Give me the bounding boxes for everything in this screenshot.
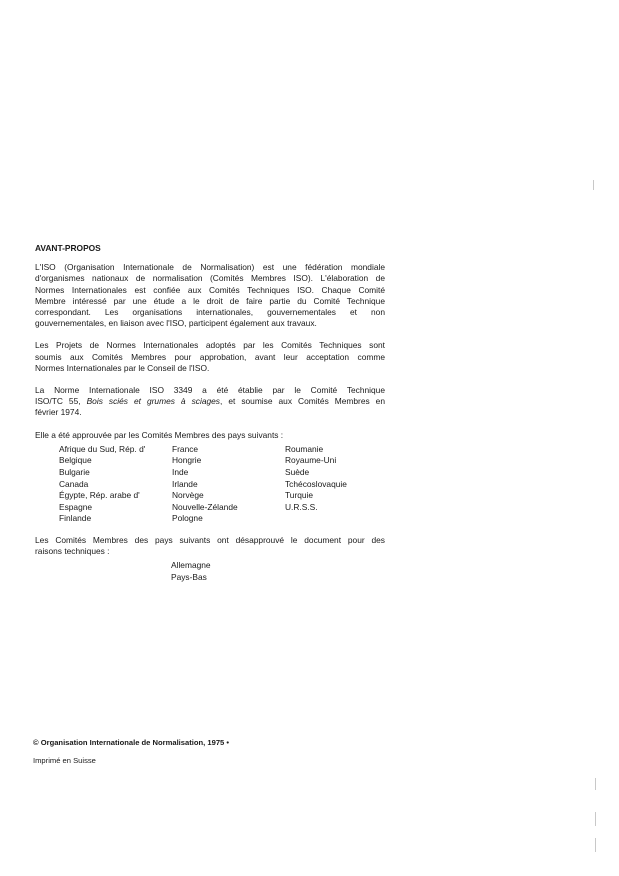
text-line: L'ISO (Organisation Internationale de Normalisation) est une fédération mondiale [35, 262, 385, 273]
country: Égypte, Rép. arabe d' [59, 490, 140, 501]
text-line: d'organismes nationaux de normalisation (Comités Membres ISO). L'élaboration de [35, 273, 385, 284]
country: Inde [172, 467, 189, 478]
country: Roumanie [285, 443, 324, 454]
scan-mark [595, 778, 596, 790]
country: Espagne [59, 501, 93, 512]
text-line: Normes Internationales par le Conseil de l'ISO. [35, 362, 210, 373]
foreword-heading: AVANT-PROPOS [35, 243, 101, 253]
country: Norvège [172, 490, 204, 501]
country: Irlande [172, 478, 198, 489]
country: Finlande [59, 513, 92, 524]
scan-mark [595, 812, 596, 826]
text-line: Les Projets de Normes Internationales adoptés par les Comités Techniques sont [35, 340, 385, 351]
country: Allemagne [171, 560, 211, 571]
country: France [172, 443, 199, 454]
scan-mark [593, 180, 594, 190]
page-footer [33, 738, 229, 766]
text-line: Membre intéressé par une étude a le droit de faire partie du Comité Technique [35, 295, 385, 306]
scan-mark [595, 838, 596, 852]
printed-in-notice: Imprimé en Suisse [33, 756, 96, 765]
copyright-notice: © Organisation Internationale de Normalisation, 1975 • [33, 738, 230, 747]
country: Afrique du Sud, Rép. d' [59, 443, 146, 454]
paragraph-approval-intro [35, 430, 385, 441]
text-line: raisons techniques : [35, 546, 110, 557]
text-line: soumis aux Comités Membres pour approbation, avant leur acceptation comme [35, 351, 385, 362]
approving-countries-list [59, 444, 385, 525]
text-line [35, 396, 385, 407]
committee-ref: ISO/TC 55, [35, 396, 87, 407]
country: U.R.S.S. [285, 501, 318, 512]
text-line: gouvernementales, en liaison avec l'ISO, participent également aux travaux. [35, 318, 317, 329]
country: Pologne [172, 513, 203, 524]
text-line: Normes Internationales est confiée aux Comités Techniques ISO. Chaque Comité [35, 284, 385, 295]
country: Pays-Bas [171, 572, 207, 582]
text-line: février 1974. [35, 407, 82, 418]
text-line: Les Comités Membres des pays suivants ont désapprouvé le document pour des [35, 535, 385, 545]
country [285, 513, 395, 525]
text-line: Elle a été approuvée par les Comités Membres des pays suivants : [35, 429, 284, 440]
country: Suède [285, 467, 310, 478]
country: Royaume-Uni [285, 455, 337, 466]
country: Belgique [59, 455, 92, 466]
country: Canada [59, 478, 89, 489]
paragraph-draft-standards [35, 340, 385, 374]
country: Hongrie [172, 455, 202, 466]
text-fragment: , et soumise aux Comités Membres en [220, 396, 385, 407]
committee-title: Bois sciés et grumes à sciages [86, 396, 220, 407]
foreword-section [35, 243, 385, 584]
country: Tchécoslovaquie [285, 478, 347, 489]
paragraph-disapproval-intro [35, 535, 385, 557]
country: Bulgarie [59, 467, 90, 478]
text-line: correspondant. Les organisations internationales, gouvernementales et non [35, 307, 385, 318]
paragraph-standard-origin [35, 385, 385, 419]
text-line: La Norme Internationale ISO 3349 a été établie par le Comité Technique [35, 385, 385, 396]
country: Turquie [285, 490, 314, 501]
country: Nouvelle-Zélande [172, 501, 238, 512]
disapproving-countries-list [171, 560, 385, 583]
paragraph-iso-description [35, 262, 385, 329]
